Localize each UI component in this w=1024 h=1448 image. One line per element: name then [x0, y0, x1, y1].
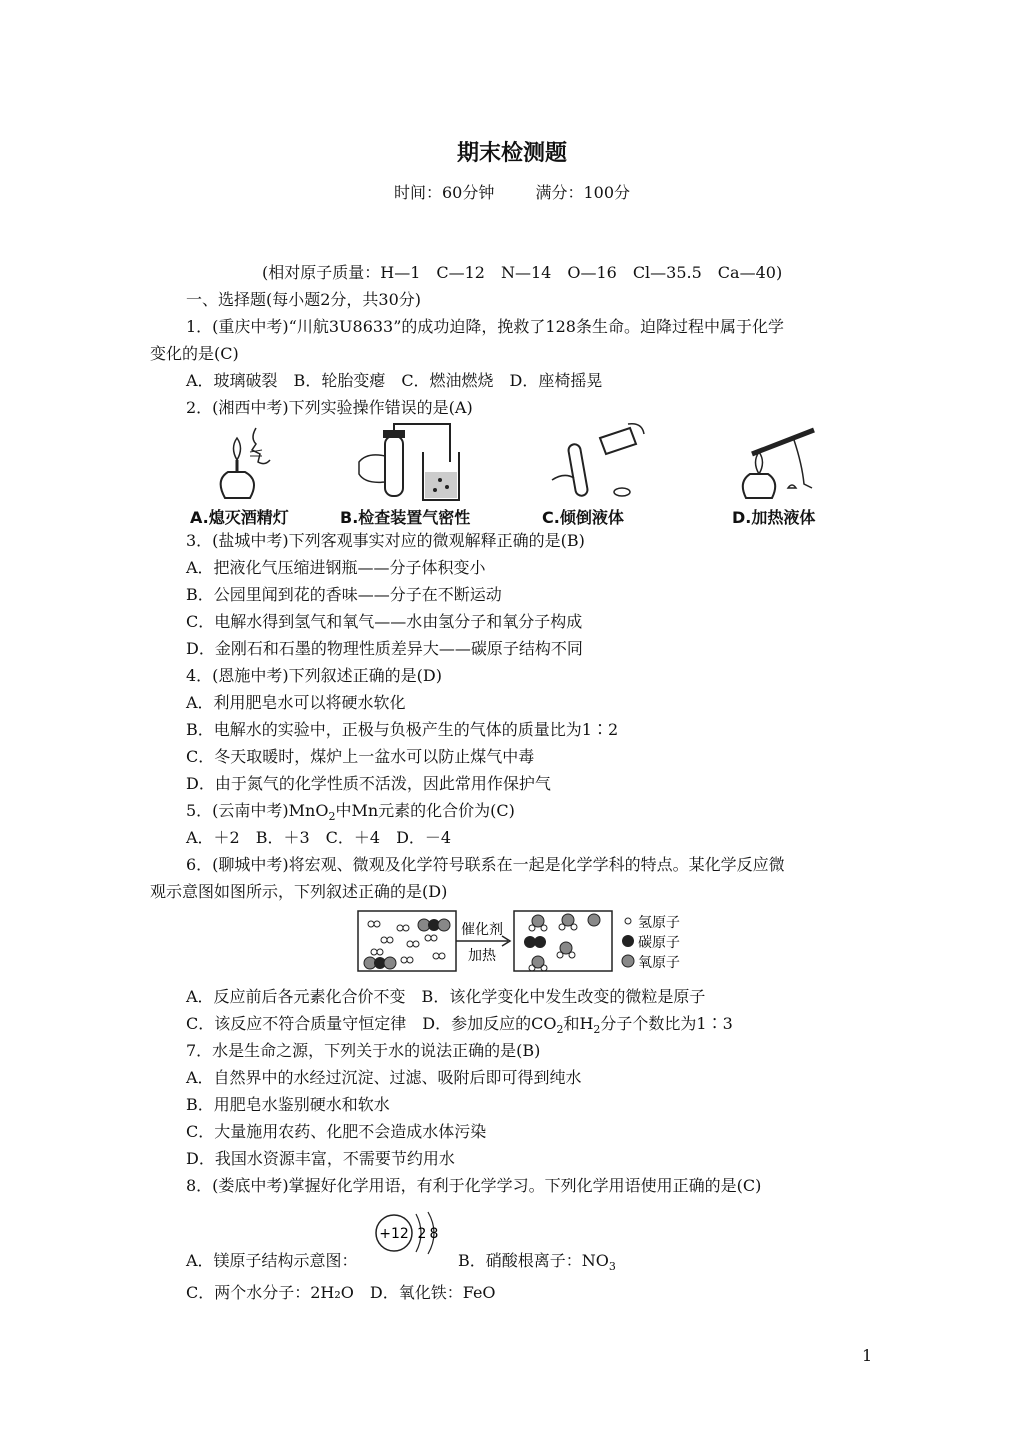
- svg-text:+12: +12: [379, 1226, 409, 1242]
- legend-carbon: 碳原子: [638, 935, 680, 951]
- heat-label: 加热: [468, 948, 496, 964]
- q4-option-d: D．由于氮气的化学性质不活泼，因此常用作保护气: [186, 774, 551, 793]
- q2-stem: 2．(湘西中考)下列实验操作错误的是(A): [186, 398, 473, 417]
- svg-text:8: 8: [429, 1226, 439, 1242]
- q6-stem: 6．(聊城中考)将宏观、微观及化学符号联系在一起是化学学科的特点。某化学反应微: [186, 855, 785, 874]
- q5-stem: 5．(云南中考)MnO$_2$中Mn元素的化合价为(C): [186, 801, 515, 824]
- airtightness-check-figure: [355, 422, 465, 504]
- catalyst-label: 催化剂: [461, 922, 503, 938]
- exam-info: [0, 180, 1024, 203]
- q6-options-cd: C．该反应不符合质量守恒定律 D．参加反应的$CO_2$和$H_2$分子个数比为1∶3: [186, 1014, 733, 1037]
- page-number: 1: [862, 1346, 873, 1365]
- q1-stem-cont: 变化的是(C): [150, 344, 239, 363]
- q4-option-b: B．电解水的实验中，正极与负极产生的气体的质量比为1∶2: [186, 720, 619, 739]
- q3-option-b: B．公园里闻到花的香味——分子在不断运动: [186, 585, 502, 604]
- time-label: 时间：60分钟: [393, 183, 495, 202]
- q7-option-d: D．我国水资源丰富，不需要节约用水: [186, 1149, 455, 1168]
- q8-option-b: B．硝酸根离子：$NO_3$: [458, 1251, 616, 1274]
- q2-caption-c: C.倾倒液体: [542, 508, 624, 527]
- atomic-mass-note: (相对原子质量：H—1 C—12 N—14 O—16 Cl—35.5 Ca—40): [262, 263, 783, 282]
- heat-liquid-figure: [738, 424, 828, 502]
- q4-option-a: A．利用肥皂水可以将硬水软化: [186, 693, 406, 712]
- alcohol-lamp-blow-figure: [210, 420, 290, 502]
- q1-stem: 1．(重庆中考)“川航3U8633”的成功迫降，挽救了128条生命。迫降过程中属于化学: [186, 317, 784, 336]
- q6-stem-cont: 观示意图如图所示，下列叙述正确的是(D): [150, 882, 448, 901]
- q4-stem: 4．(恩施中考)下列叙述正确的是(D): [186, 666, 442, 685]
- q3-option-c: C．电解水得到氢气和氧气——水由氢分子和氧分子构成: [186, 612, 583, 631]
- q7-option-b: B．用肥皂水鉴别硬水和软水: [186, 1095, 390, 1114]
- legend-hydrogen: 氢原子: [638, 915, 680, 931]
- q3-option-d: D．金刚石和石墨的物理性质差异大——碳原子结构不同: [186, 639, 583, 658]
- reaction-diagram: [356, 908, 716, 974]
- score-label: 满分：100分: [535, 183, 630, 202]
- q6-options-ab: A．反应前后各元素化合价不变 B．该化学变化中发生改变的微粒是原子: [186, 987, 706, 1006]
- section-heading: 一、选择题(每小题2分，共30分): [186, 290, 422, 309]
- q7-option-a: A．自然界中的水经过沉淀、过滤、吸附后即可得到纯水: [186, 1068, 582, 1087]
- q1-options: A．玻璃破裂 B．轮胎变瘪 C．燃油燃烧 D．座椅摇晃: [186, 371, 603, 390]
- q3-option-a: A．把液化气压缩进钢瓶——分子体积变小: [186, 558, 486, 577]
- q2-caption-b: B.检查装置气密性: [340, 508, 471, 527]
- q8-option-a: A．镁原子结构示意图：: [186, 1251, 358, 1270]
- q7-stem: 7．水是生命之源，下列关于水的说法正确的是(B): [186, 1041, 541, 1060]
- legend-oxygen: 氧原子: [638, 955, 680, 971]
- svg-text:2: 2: [417, 1226, 427, 1242]
- q5-options: A．＋2 B．＋3 C．＋4 D．－4: [186, 828, 452, 847]
- mg-atom-structure-diagram: [372, 1208, 452, 1258]
- pour-liquid-figure: [550, 420, 650, 502]
- q7-option-c: C．大量施用农药、化肥不会造成水体污染: [186, 1122, 487, 1141]
- q3-stem: 3．(盐城中考)下列客观事实对应的微观解释正确的是(B): [186, 531, 585, 550]
- page-title: 期末检测题: [456, 141, 567, 166]
- q8-options-cd: C．两个水分子：2H₂O D．氧化铁：FeO: [186, 1283, 496, 1302]
- q8-stem: 8．(娄底中考)掌握好化学用语，有利于化学学习。下列化学用语使用正确的是(C): [186, 1176, 762, 1195]
- q2-caption-d: D.加热液体: [732, 508, 816, 527]
- q2-caption-a: A.熄灭酒精灯: [190, 508, 289, 527]
- q4-option-c: C．冬天取暖时，煤炉上一盆水可以防止煤气中毒: [186, 747, 535, 766]
